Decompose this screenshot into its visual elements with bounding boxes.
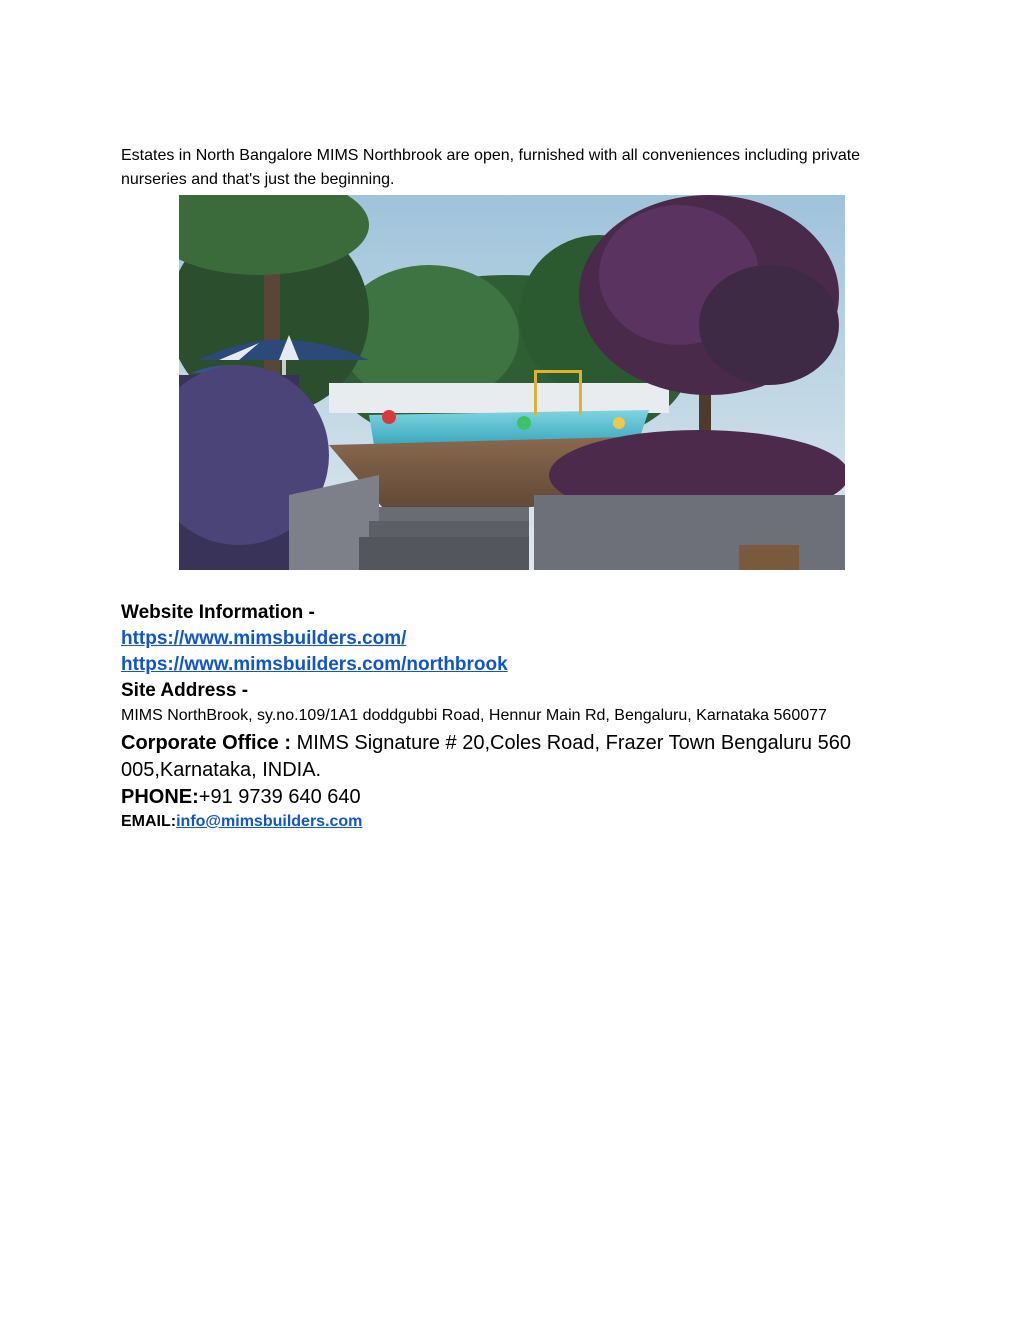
phone-number: +91 9739 640 640 bbox=[198, 786, 361, 808]
pool-garden-image bbox=[179, 195, 845, 570]
contact-info-section bbox=[121, 600, 911, 833]
site-address-heading: Site Address - bbox=[121, 680, 249, 701]
website-link-home[interactable]: https://www.mimsbuilders.com/ bbox=[121, 628, 407, 649]
email-link[interactable]: info@mimsbuilders.com bbox=[176, 813, 363, 830]
email-line bbox=[121, 811, 911, 833]
intro-paragraph: Estates in North Bangalore MIMS Northbrook are open, furnished with all conveniences including private nurseries and that's just the beginning. bbox=[121, 147, 861, 188]
site-address-text: MIMS NorthBrook, sy.no.109/1A1 doddgubbi Road, Hennur Main Rd, Bengaluru, Karnataka 560077 bbox=[121, 707, 827, 724]
corporate-office-address: MIMS Signature # 20,Coles Road, Frazer Town Bengaluru 560 005,Karnataka, INDIA. bbox=[121, 732, 851, 781]
corporate-office bbox=[121, 730, 911, 784]
website-info-heading: Website Information - bbox=[121, 602, 315, 623]
corporate-office-label: Corporate Office : bbox=[121, 732, 292, 754]
email-label: EMAIL: bbox=[121, 813, 177, 830]
website-link-northbrook[interactable]: https://www.mimsbuilders.com/northbrook bbox=[121, 654, 508, 675]
phone-label: PHONE: bbox=[121, 786, 199, 808]
phone-line bbox=[121, 784, 911, 811]
